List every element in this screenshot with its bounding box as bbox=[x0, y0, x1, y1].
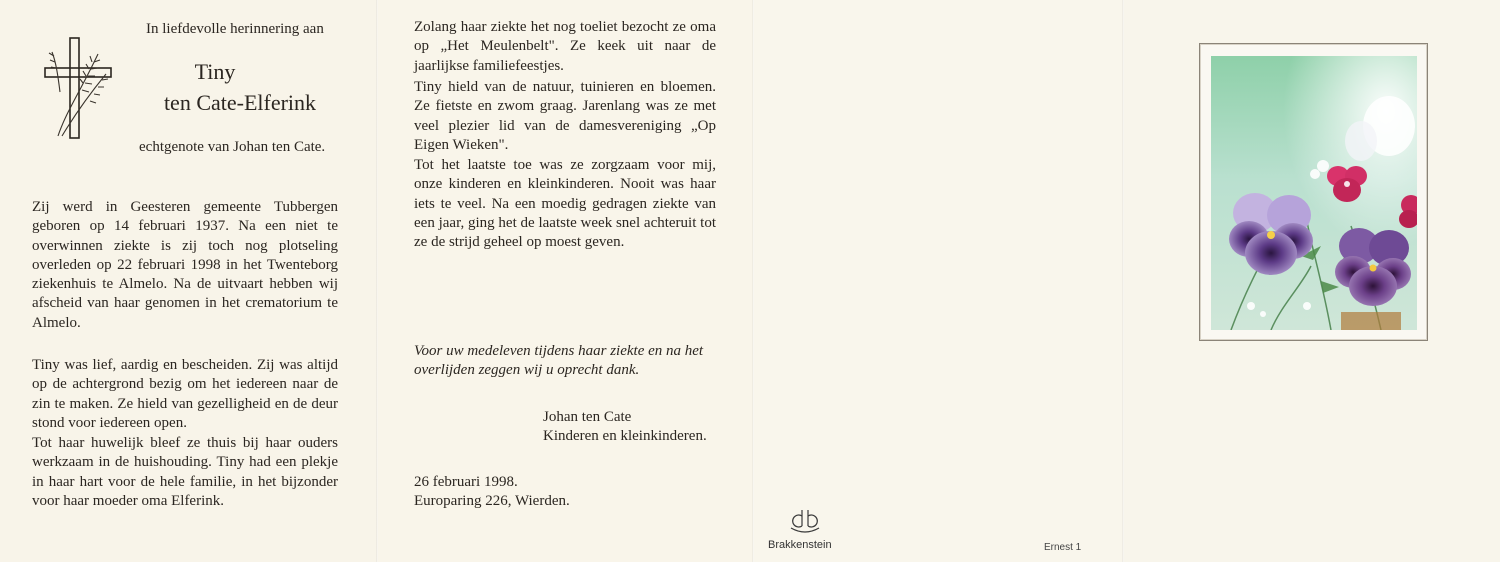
date-line: 26 februari 1998. bbox=[414, 474, 518, 490]
spouse-line: echtgenote van Johan ten Cate. bbox=[139, 139, 326, 155]
panel-blank bbox=[753, 0, 1123, 562]
address-line: Europaring 226, Wierden. bbox=[414, 493, 570, 510]
thanks-text: Voor uw medeleven tijdens haar ziekte en na het overlijden zeggen wij u oprecht dank. bbox=[414, 343, 704, 379]
brakkenstein-logo-icon bbox=[786, 508, 824, 536]
publisher-name: Brakkenstein bbox=[768, 539, 832, 551]
design-code: Ernest 1 bbox=[1044, 542, 1082, 553]
deceased-full-name: ten Cate-Elferink bbox=[163, 90, 317, 115]
biography-paragraph: Zij werd in Geesteren gemeente Tubbergen geboren op 14 februari 1937. Na een niet te overwinnen ziekte is zij toch nog plotseling overleden op 22 februari 1998 in het Twenteborg ziekenhuis te Almelo. Na de uitvaart hebben wij afscheid van haar genomen in het crematorium te Almelo. bbox=[32, 199, 338, 331]
fold-line bbox=[752, 0, 754, 562]
biography-paragraph: Tot het laatste toe was ze zorgzaam voor mij, onze kinderen en kleinkinderen. Nooit was haar iets te veel. Na een moedig gedragen ziekte van een jaar, ging het de laatste week snel achteruit tot ze de strijd geheel op moest geven. bbox=[414, 157, 716, 251]
cross-with-wheat-icon bbox=[40, 32, 116, 142]
pansy-flowers-photo bbox=[1211, 56, 1417, 330]
biography-paragraph: Zolang haar ziekte het nog toeliet bezocht ze oma op „Het Meulenbelt". Ze keek uit naar de jaarlijkse familiefeestjes. bbox=[414, 19, 716, 74]
date-address-block bbox=[414, 473, 570, 512]
signature-block bbox=[543, 408, 707, 447]
fold-line bbox=[1122, 0, 1124, 562]
biography-paragraph: Tiny was lief, aardig en bescheiden. Zij was altijd op de achtergrond bezig om het iedereen naar de zin te maken. Ze hield van gezelligheid en de deur stond voor iedereen open. bbox=[32, 357, 338, 431]
biography-paragraph: Tot haar huwelijk bleef ze thuis bij haar ouders werkzaam in de huishouding. Tiny had een plekje in haar hart voor de hele familie, in het bijzonder voor haar moeder oma Elferink. bbox=[32, 435, 338, 509]
biography-paragraph: Tiny hield van de natuur, tuinieren en bloemen. Ze fietste en zwom graag. Jarenlang was ze met veel plezier lid van de damesvereniging „Op Eigen Wieken". bbox=[414, 79, 716, 153]
signature-line: Kinderen en kleinkinderen. bbox=[543, 428, 707, 445]
intro-line: In liefdevolle herinnering aan bbox=[146, 21, 324, 37]
signature-line: Johan ten Cate bbox=[543, 409, 632, 425]
fold-line bbox=[376, 0, 378, 562]
deceased-first-name: Tiny bbox=[194, 59, 236, 84]
